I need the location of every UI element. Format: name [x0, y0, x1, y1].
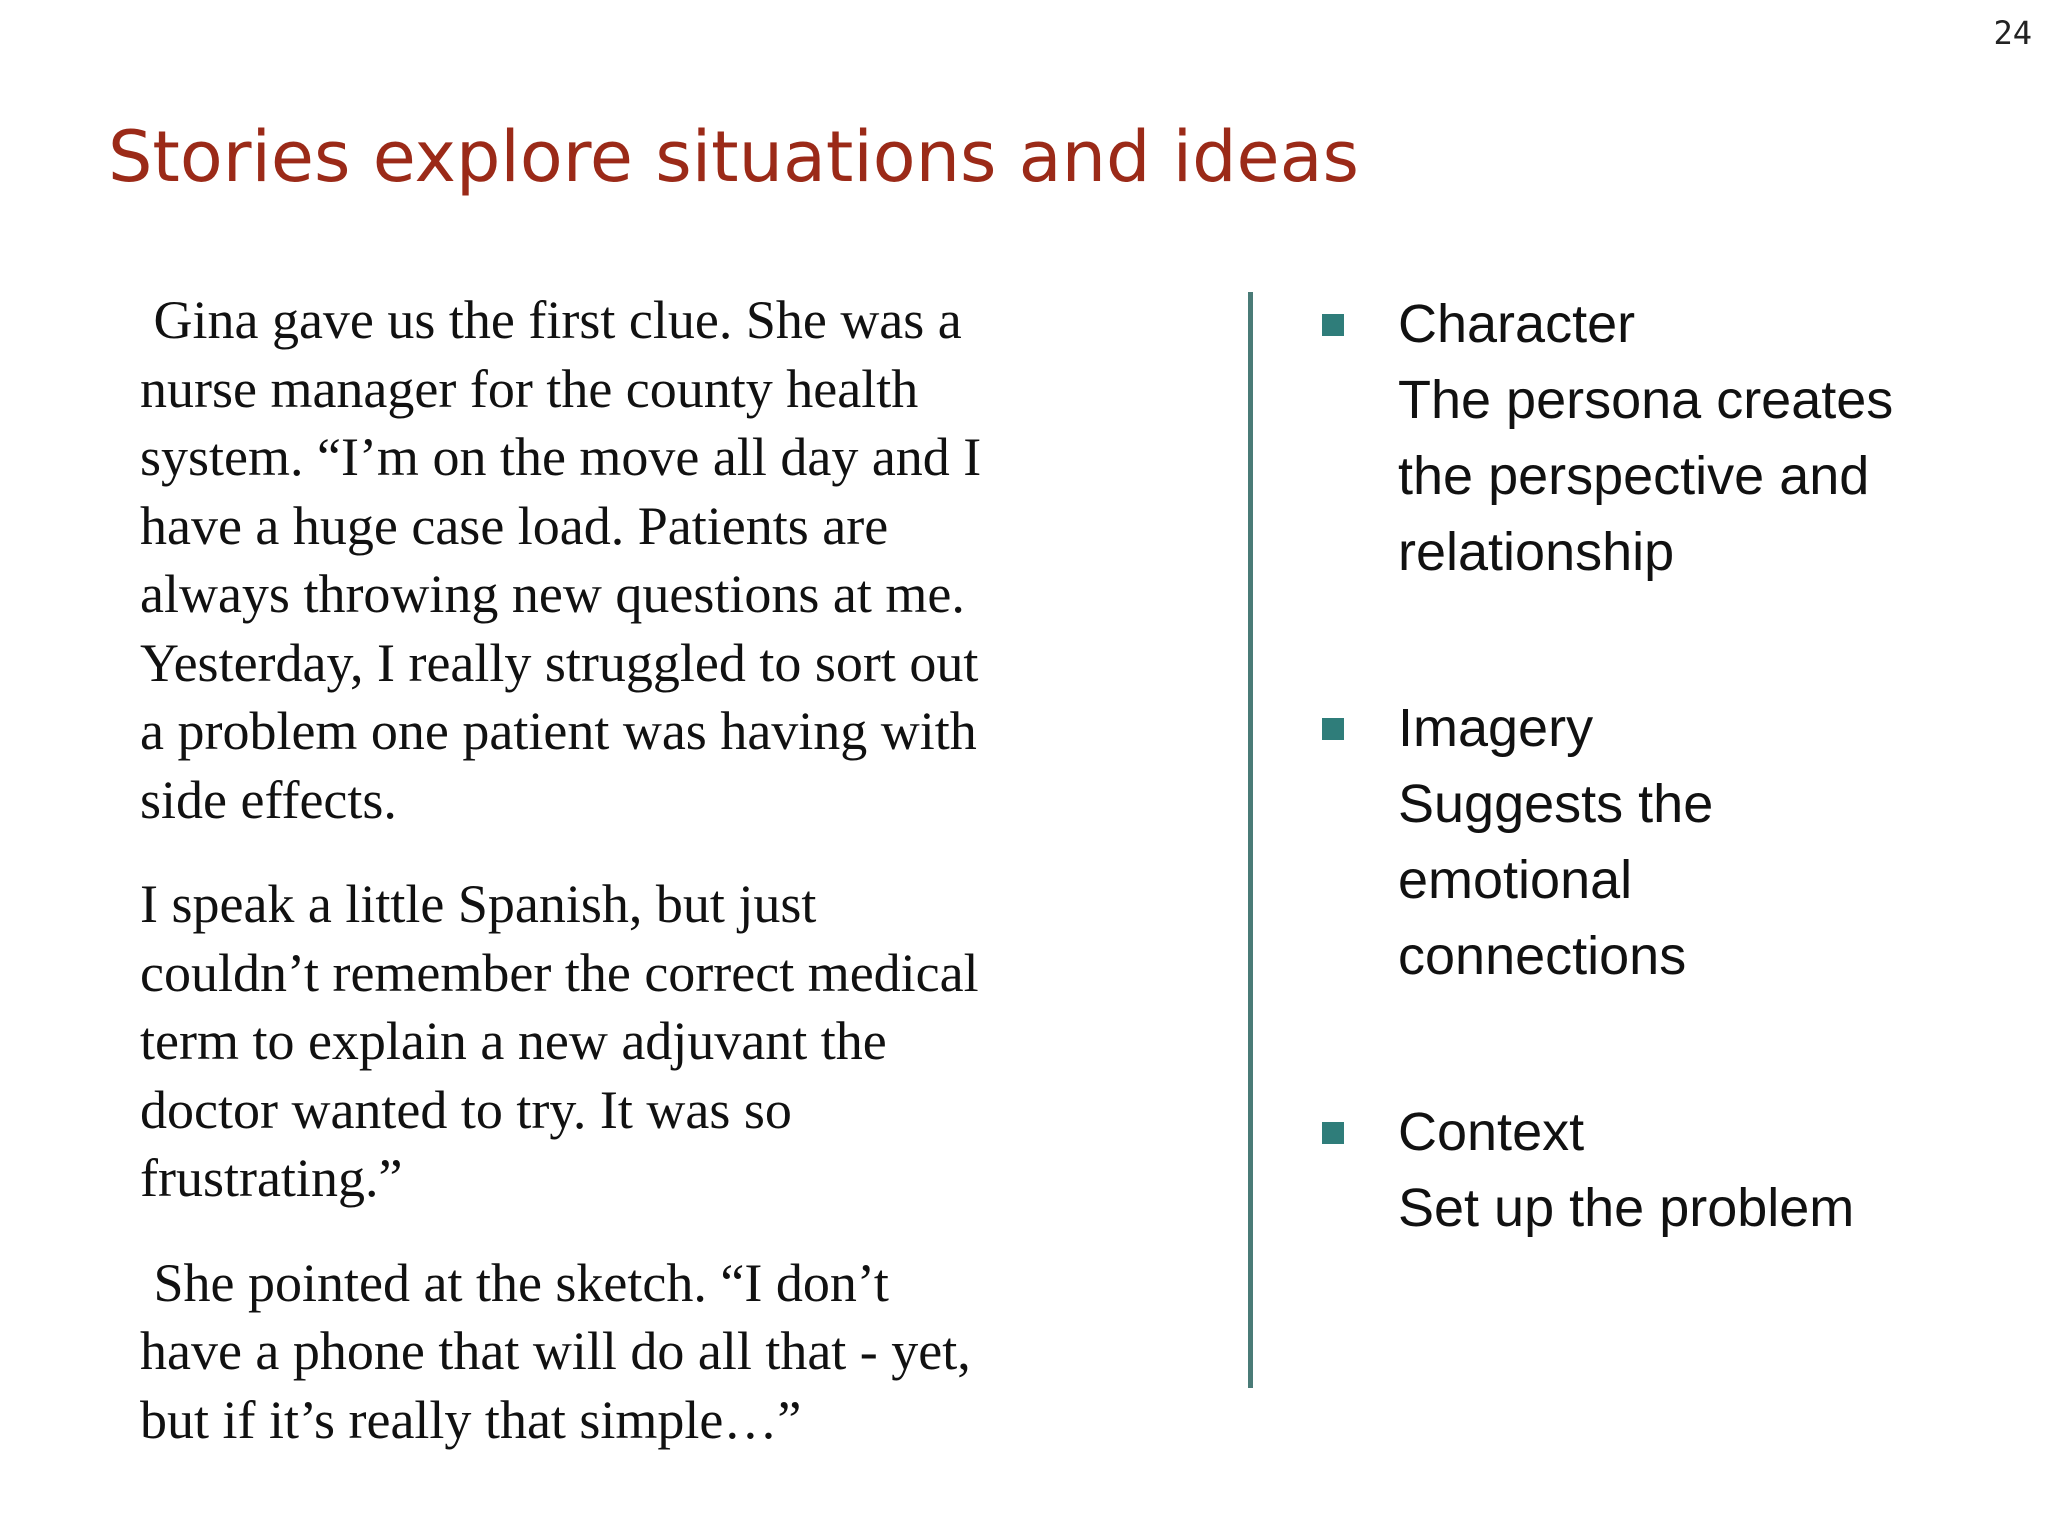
story-line: frustrating.”	[140, 1148, 403, 1208]
story-line: side effects.	[140, 769, 397, 830]
point-line: Set up the problem	[1398, 1178, 1855, 1238]
point-context	[1322, 1094, 2022, 1246]
point-character	[1322, 286, 2022, 590]
story-paragraph-1	[140, 286, 1140, 834]
point-heading: Character	[1398, 294, 1636, 354]
story-text	[140, 286, 1140, 1454]
square-bullet-icon	[1322, 1122, 1344, 1144]
story-line: but if it’s really that simple…”	[140, 1389, 802, 1450]
story-line: I speak a little Spanish, but just	[140, 874, 817, 934]
story-line: She pointed at the sketch. “I don’t	[140, 1252, 889, 1313]
story-line: a problem one patient was having with	[140, 701, 977, 761]
point-heading: Imagery	[1398, 698, 1594, 758]
point-imagery	[1322, 690, 2022, 994]
story-line: system. “I’m on the move all day and I	[140, 427, 982, 487]
point-line: Suggests the	[1398, 774, 1714, 834]
point-line: the perspective and	[1398, 446, 1870, 506]
story-line: Gina gave us the first clue. She was a	[140, 290, 962, 350]
story-line: term to explain a new adjuvant the	[140, 1011, 887, 1071]
story-line: Yesterday, I really struggled to sort out	[140, 632, 979, 693]
point-line: emotional	[1398, 850, 1633, 910]
story-line: nurse manager for the county health	[140, 358, 919, 419]
story-paragraph-2	[140, 870, 1140, 1213]
point-heading: Context	[1398, 1102, 1585, 1162]
point-line: The persona creates	[1398, 370, 1894, 430]
story-line: always throwing new questions at me.	[140, 564, 965, 624]
story-paragraph-3	[140, 1249, 1140, 1455]
slide-title: Stories explore situations and ideas	[108, 116, 1359, 198]
story-line: couldn’t remember the correct medical	[140, 942, 979, 1003]
story-line: doctor wanted to try. It was so	[140, 1079, 792, 1140]
point-line: relationship	[1398, 522, 1675, 582]
square-bullet-icon	[1322, 314, 1344, 336]
story-elements-list	[1322, 286, 2022, 1346]
column-divider	[1248, 292, 1253, 1388]
slide-number: 24	[1993, 14, 2032, 52]
point-line: connections	[1398, 926, 1687, 986]
story-line: have a huge case load. Patients are	[140, 495, 889, 556]
story-line: have a phone that will do all that - yet,	[140, 1321, 971, 1381]
square-bullet-icon	[1322, 718, 1344, 740]
